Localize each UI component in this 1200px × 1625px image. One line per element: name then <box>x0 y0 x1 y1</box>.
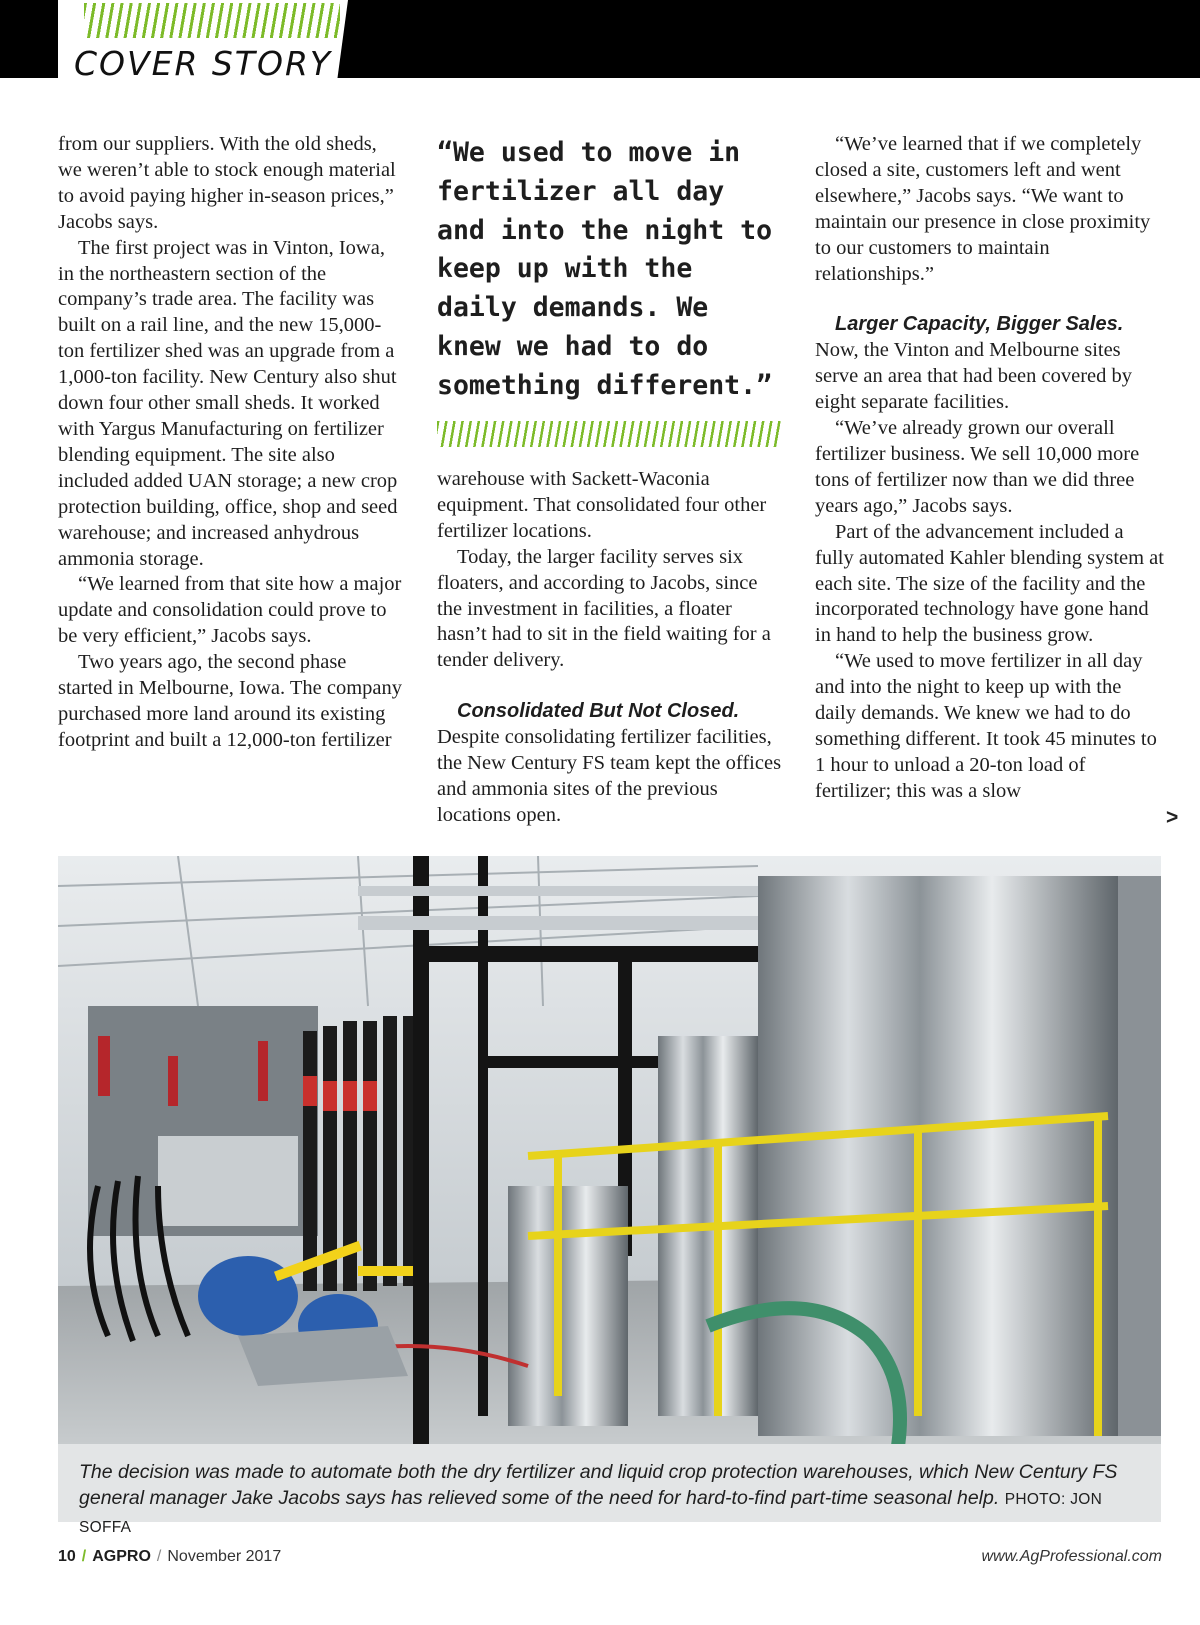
article-column-1 <box>58 132 403 754</box>
magazine-name: AGPRO <box>92 1548 151 1565</box>
tab-stripe-decoration <box>84 3 340 38</box>
paragraph: Despite consolidating fertilizer facilities, the New Century FS team kept the offices and ammonia sites of the previous locations open. <box>437 726 782 826</box>
photo-caption-box <box>58 1444 1161 1536</box>
paragraph: Part of the advancement included a fully automated Kahler blending system at each site. The size of the facility and the incorporated technology have gone hand in hand to help the business grow. <box>815 520 1164 647</box>
paragraph: Today, the larger facility serves six floaters, and according to Jacobs, since the investment in facilities, a floater hasn’t had to sit in the field waiting for a tender delivery. <box>437 545 771 672</box>
paragraph: “We used to move fertilizer in all day and into the night to keep up with the daily demands. We knew we had to do something different. It took 45 minutes to 1 hour to unload a 20-ton load of fertilizer; this was a slow <box>815 650 1157 802</box>
paragraph: The first project was in Vinton, Iowa, in the northeastern section of the company’s trade area. The facility was built on a rail line, and the new 15,000-ton fertilizer shed was an upgrade from a 1,000-ton facility. New Century also shut down four other small sheds. It worked with Yargus Manufacturing on fertilizer blending equipment. The site also included added UAN storage; a new crop protection building, office, shop and seed warehouse; and increased anhydrous ammonia storage. <box>58 236 398 570</box>
photo-credit: PHOTO: JON SOFFA <box>79 1491 1103 1536</box>
paragraph: Now, the Vinton and Melbourne sites serve an area that had been covered by eight separate facilities. <box>815 339 1133 414</box>
footer-separator: / <box>156 1548 162 1565</box>
page-footer-left <box>58 1548 281 1566</box>
section-label: COVER STORY <box>74 44 333 83</box>
footer-separator: / <box>81 1548 87 1565</box>
paragraph: “We’ve already grown our overall fertilizer business. We sell 10,000 more tons of fertilizer now than we did three years ago,” Jacobs says. <box>815 417 1140 517</box>
facility-photo <box>58 856 1161 1444</box>
article-column-2 <box>437 467 782 829</box>
continue-arrow-icon[interactable]: > <box>1166 806 1179 829</box>
website-link[interactable]: www.AgProfessional.com <box>981 1548 1162 1565</box>
subhead: Larger Capacity, Bigger Sales. <box>835 313 1124 336</box>
page-number: 10 <box>58 1548 76 1565</box>
photo-caption <box>79 1459 1139 1541</box>
pull-quote-divider <box>437 421 782 447</box>
pull-quote: “We used to move in fertilizer all day and into the night to keep up with the daily demands. We knew we had to do something different.” <box>437 137 773 401</box>
paragraph: “We learned from that site how a major update and consolidation could prove to be very efficient,” Jacobs says. <box>58 573 402 648</box>
paragraph: warehouse with Sackett-Waconia equipment. That consolidated four other fertilizer locations. <box>437 468 767 542</box>
subhead: Consolidated But Not Closed. <box>457 700 740 723</box>
paragraph: from our suppliers. With the old sheds, we weren’t able to stock enough material to avoid paying higher in-season prices,” Jacobs says. <box>58 133 396 233</box>
paragraph: Two years ago, the second phase started in Melbourne, Iowa. The company purchased more land around its existing footprint and built a 12,000-ton fertilizer <box>58 651 403 751</box>
paragraph: “We’ve learned that if we completely closed a site, customers left and went elsewhere,” Jacobs says. “We want to maintain our presence in close proximity to our customers to maintain relationships.” <box>815 133 1151 285</box>
article-column-3 <box>815 132 1165 805</box>
issue-date: November 2017 <box>167 1548 282 1565</box>
caption-text: The decision was made to automate both the dry fertilizer and liquid crop protection warehouses, which New Century FS general manager Jake Jacobs says has relieved some of the need for hard-to-find part-time seasonal help. <box>79 1461 1118 1509</box>
